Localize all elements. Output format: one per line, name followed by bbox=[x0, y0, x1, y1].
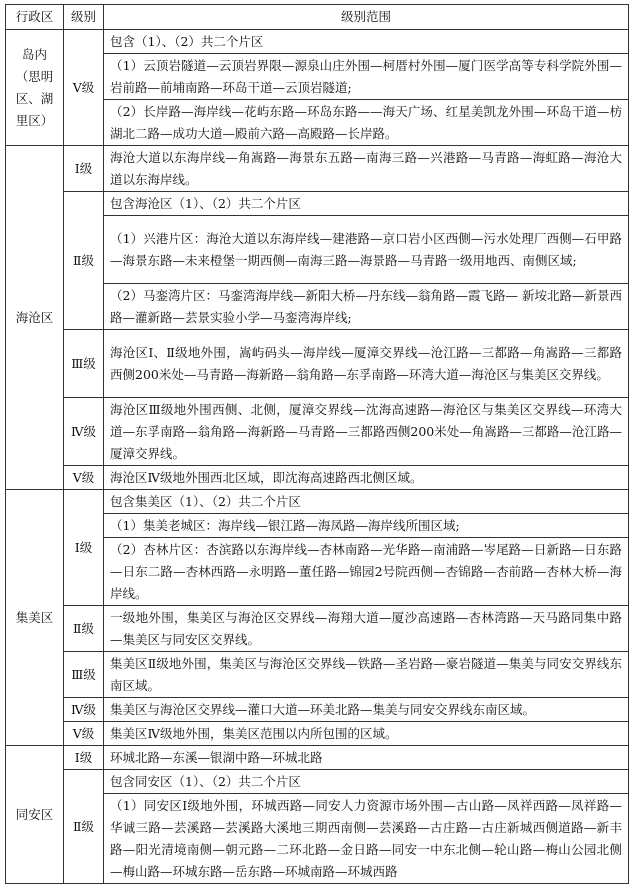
scope-cell: 包含同安区（1）、（2）共二个片区 bbox=[104, 770, 629, 794]
level-cell: Ⅲ级 bbox=[64, 330, 104, 398]
level-cell: Ⅰ级 bbox=[64, 746, 104, 770]
table-row bbox=[6, 30, 629, 54]
table-row bbox=[6, 770, 629, 794]
level-cell: Ⅰ级 bbox=[64, 146, 104, 192]
scope-cell: （2）马銮湾片区：马銮湾海岸线—新阳大桥—丹东线—翁角路—霞飞路— 新垵北路—新景西路—灌新路—芸景实验小学—马銮湾海岸线; bbox=[104, 284, 629, 330]
header-scope: 级别范围 bbox=[104, 5, 629, 30]
level-cell: Ⅱ级 bbox=[64, 770, 104, 884]
scope-cell: （1）兴港片区：海沧大道以东海岸线—建港路—京口岩小区西侧—污水处理厂西侧—石甲路—海景东路—未来橙堡一期西侧—南海三路—海景路—马青路一级用地西、南侧区域; bbox=[104, 216, 629, 284]
scope-cell: 集美区Ⅳ级地外围，集美区范围以内所包围的区域。 bbox=[104, 722, 629, 746]
table-row bbox=[6, 146, 629, 192]
scope-cell: 海沧区Ⅳ级地外围西北区域，即沈海高速路西北侧区域。 bbox=[104, 466, 629, 490]
scope-cell: 包含海沧区（1）、（2）共二个片区 bbox=[104, 192, 629, 216]
region-cell: 岛内（思明区、湖里区） bbox=[6, 30, 64, 146]
scope-cell: （1）同安区Ⅰ级地外围，环城西路—同安人力资源市场外围—古山路—凤祥西路—凤祥路—华诚三路—芸溪路—芸溪路大溪地三期西南侧—芸溪路—古庄路—古庄新城西侧道路—新丰路—阳光清境南侧—朝元路—二环北路—金日路—同安一中东北侧—轮山路—梅山公园北侧—梅山路—环城东路—岳东路—环城南路—环城西路 bbox=[104, 794, 629, 884]
scope-cell: 海沧区Ⅰ、Ⅱ级地外围，嵩屿码头—海岸线—厦漳交界线—沧江路—三都路—角嵩路—三都路西侧200米处—马青路—海新路—翁角路—东孚南路—环湾大道—海沧区与集美区交界线。 bbox=[104, 330, 629, 398]
level-cell: Ⅲ级 bbox=[64, 652, 104, 698]
table-row bbox=[6, 746, 629, 770]
table-row bbox=[6, 466, 629, 490]
scope-cell: 集美区与海沧区交界线—灌口大道—环美北路—集美与同安交界线东南区域。 bbox=[104, 698, 629, 722]
scope-cell: 海沧区Ⅲ级地外围西侧、北侧，厦漳交界线—沈海高速路—海沧区与集美区交界线—环湾大道—东孚南路—翁角路—海新路—马青路—三都路西侧200米处—角嵩路—三都路—沧江路—厦漳交界线。 bbox=[104, 398, 629, 466]
scope-cell: （1）集美老城区：海岸线—银江路—海凤路—海岸线所围区域; bbox=[104, 514, 629, 538]
header-level: 级别 bbox=[64, 5, 104, 30]
scope-cell: （2）长岸路—海岸线—花屿东路—环岛东路——海天广场、红星美凯龙外围—环岛干道—枋湖北二路—成功大道—殿前六路—高殿路—长岸路。 bbox=[104, 100, 629, 146]
table-row bbox=[6, 490, 629, 514]
scope-cell: 包含集美区（1）、（2）共二个片区 bbox=[104, 490, 629, 514]
scope-cell: 集美区Ⅱ级地外围，集美区与海沧区交界线—铁路—圣岩路—豪岩隧道—集美与同安交界线东南区域。 bbox=[104, 652, 629, 698]
level-cell: Ⅱ级 bbox=[64, 606, 104, 652]
land-grade-table bbox=[5, 4, 629, 884]
level-cell: Ⅰ级 bbox=[64, 490, 104, 606]
header-region: 行政区 bbox=[6, 5, 64, 30]
level-cell: Ⅴ级 bbox=[64, 466, 104, 490]
region-cell: 海沧区 bbox=[6, 146, 64, 490]
level-cell: Ⅳ级 bbox=[64, 698, 104, 722]
scope-cell: 包含（1）、（2）共二个片区 bbox=[104, 30, 629, 54]
table-row bbox=[6, 606, 629, 652]
table-row bbox=[6, 698, 629, 722]
scope-cell: 一级地外围，集美区与海沧区交界线—海翔大道—厦沙高速路—杏林湾路—天马路同集中路—集美区与同安区交界线。 bbox=[104, 606, 629, 652]
level-cell: Ⅳ级 bbox=[64, 398, 104, 466]
scope-cell: （2）杏林片区：杏滨路以东海岸线—杏林南路—光华路—南浦路—岑尾路—日新路—日东路—日东二路—杏林西路—永明路—董任路—锦园2号院西侧—杏锦路—杏前路—杏林大桥—海岸线。 bbox=[104, 538, 629, 606]
level-cell: Ⅱ级 bbox=[64, 192, 104, 330]
table-row bbox=[6, 652, 629, 698]
scope-cell: 环城北路—东溪—银湖中路—环城北路 bbox=[104, 746, 629, 770]
region-cell: 集美区 bbox=[6, 490, 64, 746]
table-row bbox=[6, 398, 629, 466]
scope-cell: 海沧大道以东海岸线—角嵩路—海景东五路—南海三路—兴港路—马青路—海虹路—海沧大道以东海岸线。 bbox=[104, 146, 629, 192]
region-cell: 同安区 bbox=[6, 746, 64, 884]
header-row bbox=[6, 5, 629, 30]
table-row bbox=[6, 722, 629, 746]
level-cell: Ⅴ级 bbox=[64, 722, 104, 746]
scope-cell: （1）云顶岩隧道—云顶岩界限—源泉山庄外围—柯厝村外围—厦门医学高等专科学院外围—岩前路—前埔南路—环岛干道—云顶岩隧道; bbox=[104, 54, 629, 100]
table-row bbox=[6, 330, 629, 398]
table-row bbox=[6, 192, 629, 216]
level-cell: Ⅴ级 bbox=[64, 30, 104, 146]
